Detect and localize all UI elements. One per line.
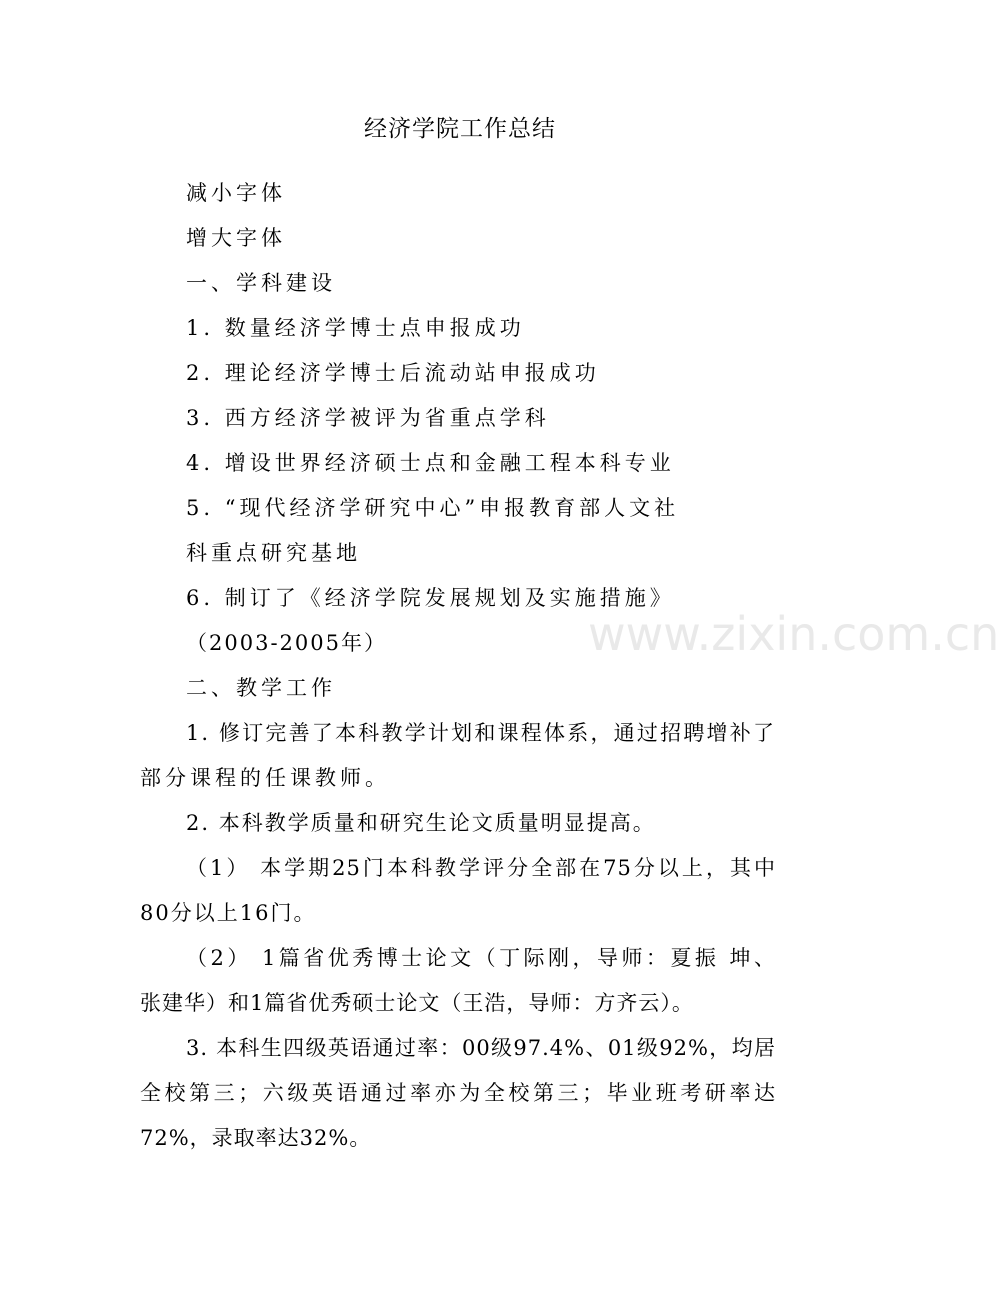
- paragraph-line: （2） 1篇省优秀博士论文（丁际刚，导师：夏振 坤、: [186, 946, 776, 970]
- paragraph-line: 1. 修订完善了本科教学计划和课程体系，通过招聘增补了: [186, 721, 776, 745]
- list-item: 2. 理论经济学博士后流动站申报成功: [186, 361, 600, 385]
- list-item: 4. 增设世界经济硕士点和金融工程本科专业: [186, 451, 675, 475]
- list-item-continuation: 科重点研究基地: [186, 541, 361, 565]
- list-item: 6. 制订了《经济学院发展规划及实施措施》: [186, 586, 675, 610]
- paragraph-line: 80分以上16门。: [140, 901, 317, 925]
- increase-font-link[interactable]: 增大字体: [186, 226, 286, 250]
- document-title: 经济学院工作总结: [364, 116, 556, 142]
- paragraph-line: 全校第三；六级英语通过率亦为全校第三；毕业班考研率达: [140, 1081, 776, 1105]
- paragraph-line: 3. 本科生四级英语通过率：00级97.4%、01级92%，均居: [186, 1036, 776, 1060]
- list-item-continuation: （2003-2005年）: [186, 631, 387, 655]
- paragraph-line: 张建华）和1篇省优秀硕士论文（王浩，导师：方齐云）。: [140, 991, 694, 1015]
- paragraph-line: 72%，录取率达32%。: [140, 1126, 372, 1150]
- section-heading-1: 一、学科建设: [186, 271, 336, 295]
- paragraph-line: 2. 本科教学质量和研究生论文质量明显提高。: [186, 811, 656, 835]
- list-item: 5. “现代经济学研究中心”申报教育部人文社: [186, 496, 680, 520]
- paragraph-line: （1） 本学期25门本科教学评分全部在75分以上，其中: [186, 856, 776, 880]
- section-heading-2: 二、教学工作: [186, 676, 336, 700]
- list-item: 3. 西方经济学被评为省重点学科: [186, 406, 550, 430]
- decrease-font-link[interactable]: 减小字体: [186, 181, 286, 205]
- paragraph-line: 部分课程的任课教师。: [140, 766, 390, 790]
- watermark: www.zixin.com.cn: [588, 607, 999, 661]
- list-item: 1. 数量经济学博士点申报成功: [186, 316, 525, 340]
